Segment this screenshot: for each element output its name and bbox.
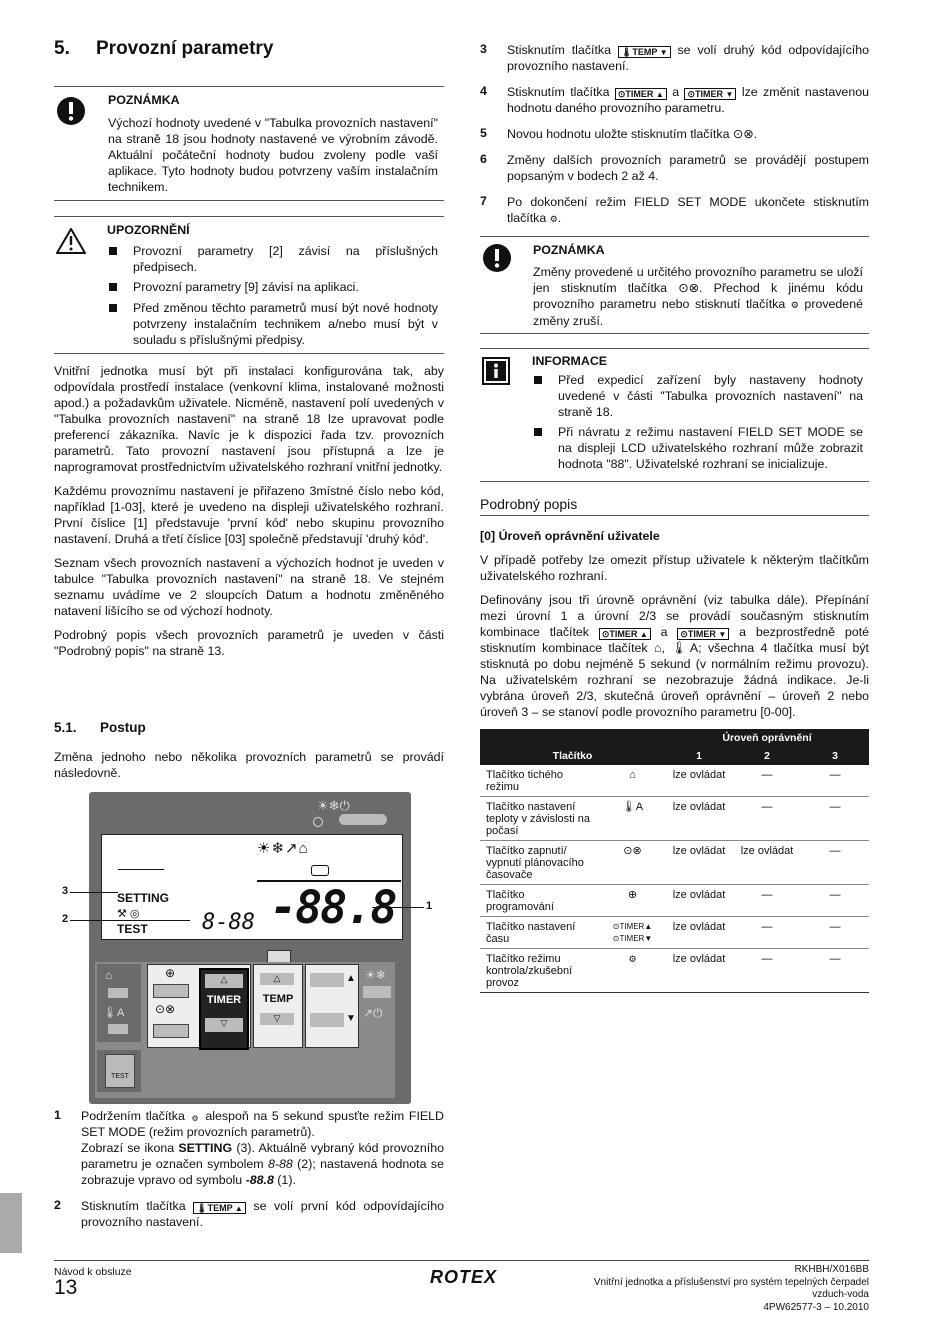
test-button-icon: ⚙ xyxy=(790,300,799,310)
step-text: -88.8 xyxy=(245,1173,274,1187)
note-title: POZNÁMKA xyxy=(533,243,605,257)
callout-1: 1 xyxy=(426,900,433,912)
temp-down-button-icon: 🌡TEMP ▼ xyxy=(618,46,671,58)
note-text: . Přechod k jinému kódu provozního parametru nebo stisknutí tlačítka xyxy=(533,281,863,311)
page-number: 13 xyxy=(54,1276,78,1299)
warning-title: UPOZORNĚNÍ xyxy=(107,223,190,237)
heater-icon xyxy=(311,865,329,876)
timer-down-button-icon: ⊙TIMER ▼ xyxy=(684,88,736,100)
table-cell: — xyxy=(733,949,801,993)
warning-exclamation-icon xyxy=(482,243,512,276)
table-header-row xyxy=(480,729,869,747)
paragraph-text: a bezprostředně poté stisknutím kombinace tlačítek xyxy=(480,625,869,655)
step-text: lze změnit nastavenou hodnotu daného provozního parametru. xyxy=(507,85,869,115)
step-text: Změny dalších provozních parametrů se provádějí postupem popsaným v bodech 2 až 4. xyxy=(507,153,869,183)
table-header: 3 xyxy=(801,747,869,765)
test-button-icon: ⚙ xyxy=(191,1114,199,1123)
table-row xyxy=(480,765,869,797)
step-text: (2); nastavená hodnota se zobrazuje vpravo od symbolu xyxy=(81,1157,444,1187)
weather-icon: 🌡A xyxy=(103,1007,125,1019)
table-cell: lze ovládat xyxy=(665,765,733,797)
step-item xyxy=(54,1198,444,1230)
step-text: Po dokončení režim FIELD SET MODE ukončete stisknutím tlačítka xyxy=(507,195,869,225)
step-text: (3). Aktuálně vybraný kód provozního parametru je označen symbolem xyxy=(81,1141,444,1171)
paragraph: Vnitřní jednotka musí být při instalaci konfigurována tak, aby odpovídala prostředí instalace (venkovní klima, instalované možnosti apod.) a požadavkům uživatele. Nicméně, nastavení polí uvedených v "Tabulka provozních nastavení" na straně 18 lze upravovat podle preferencí zákazníka. Navíc je k dispozici řada tzv. provozních parametrů. Tato provozní nastavení jsou přístupná a lze je naprogramovat prostřednictvím uživatelského rozhraní vnitřní jednotky. xyxy=(54,364,444,474)
step-text: (1). xyxy=(273,1173,296,1187)
table-cell: lze ovládat xyxy=(665,841,733,885)
program-icon: ⊕ xyxy=(600,885,665,917)
timer-up-button-icon: ⊙TIMER ▲ xyxy=(615,88,667,100)
step-number: 7 xyxy=(480,194,487,208)
paragraph: Podrobný popis všech provozních parametrů je uveden v části "Podrobný popis" na straně 13. xyxy=(54,628,444,658)
table-header: 2 xyxy=(733,747,801,765)
permission-table xyxy=(480,729,869,993)
mode-select-icon: ☀❄ xyxy=(365,968,386,982)
table-header xyxy=(480,729,600,747)
timer-group xyxy=(199,968,249,1050)
table-cell: — xyxy=(801,765,869,797)
temp-label: TEMP xyxy=(262,993,294,1005)
step-item xyxy=(480,194,869,227)
paragraph-text: ; všechna 4 tlačítka musí být stisknutá po dobu nejméně 5 sekund (v normálním režimu provozu). Na uživatelském rozhraní se nezobrazuje žádná indikace. Je-li vybrána úroveň 2/3, skutečná úroveň oprávnění – úroveň 2 nebo úroveň 3 – se stanoví podle provozního parametru [0-00]. xyxy=(480,641,870,719)
lcd-mode-icons: ☀❄↗⌂ xyxy=(257,840,309,857)
table-cell: lze ovládat xyxy=(665,917,733,949)
water-down-button[interactable] xyxy=(310,1013,344,1027)
section-number: 5. xyxy=(54,38,70,59)
paragraph: Každému provoznímu nastavení je přiřazeno 3místné číslo nebo kód, například [1-03], které je uvedeno na displeji uživatelského rozhraní. První číslice [1] představuje 'první kód' nebo skupinu provozního nastavení. Druhá a třetí číslice [03] společně představují 'druhý kód'. xyxy=(54,484,444,546)
step-text: Stisknutím tlačítka xyxy=(507,85,615,99)
program-button[interactable] xyxy=(153,984,189,998)
table-cell: lze ovládat xyxy=(733,841,801,885)
divider xyxy=(54,353,444,354)
step-text: alespoň na 5 sekund spusťte režim FIELD SET MODE (režim provozních parametrů). xyxy=(81,1109,444,1139)
divider xyxy=(480,236,869,237)
table-cell: lze ovládat xyxy=(665,885,733,917)
down-arrow-icon: ▼ xyxy=(346,1013,356,1024)
note-box xyxy=(108,93,438,195)
mode-icons: ☀❄⏻ xyxy=(317,798,350,813)
steps-left xyxy=(54,1108,444,1230)
timer-label: TIMER xyxy=(206,994,242,1006)
detail-subheading: [0] Úroveň oprávnění uživatele xyxy=(480,529,660,543)
detail-heading: Podrobný popis xyxy=(480,496,578,512)
timer-onoff-icon: ⊙⊗ xyxy=(678,281,699,295)
temp-up-button[interactable]: △ xyxy=(260,973,294,985)
subsection-number: 5.1. xyxy=(54,720,77,735)
lcd-setting-label: SETTING xyxy=(117,891,170,905)
table-row xyxy=(480,885,869,917)
footer-model: RKHBH/X016BB xyxy=(794,1264,869,1275)
paragraph-text: , xyxy=(661,641,672,655)
step-text: a xyxy=(666,85,685,99)
table-cell: Tlačítko programování xyxy=(480,885,600,917)
note-text: provedené změny zruší. xyxy=(533,297,863,328)
table-header: Úroveň oprávnění xyxy=(665,729,869,747)
subsection-heading xyxy=(54,720,146,735)
steps-right xyxy=(480,42,869,227)
weather-button[interactable] xyxy=(108,1024,128,1034)
divider xyxy=(54,86,444,87)
paragraph: Seznam všech provozních nastavení a výchozích hodnot je uveden v tabulce "Tabulka provozních nastavení" na straně 18. Ve stejném seznamu uvádíme ve 2 sloupcích Datum a hodnotu změněného natavení lišícího se od výchozí hodnoty. xyxy=(54,556,444,618)
divider xyxy=(480,333,869,334)
info-box xyxy=(532,354,863,472)
temp-up-button-icon: 🌡TEMP ▲ xyxy=(193,1202,246,1214)
quiet-icon: ⌂ xyxy=(105,968,113,982)
note-title: POZNÁMKA xyxy=(108,93,180,107)
weather-icon: 🌡A xyxy=(671,641,699,655)
paragraph-text: Definovány jsou tři úrovně oprávnění (viz tabulka dále). Přepínání mezi úrovní 1 a úrovní 2/3 se provádí současným stisknutím kombinace tlačítek xyxy=(480,593,869,639)
paragraph-text: a xyxy=(650,625,678,639)
step-text: Stisknutím tlačítka xyxy=(507,43,618,57)
step-text: Podržením tlačítka xyxy=(81,1109,190,1123)
table-cell: Tlačítko režimu kontrola/zkušební provoz xyxy=(480,949,600,993)
footer-description: Vnitřní jednotka a příslušenství pro systém tepelných čerpadel xyxy=(593,1276,869,1288)
divider xyxy=(54,200,444,201)
step-text: se volí první kód odpovídajícího provozního nastavení. xyxy=(81,1199,444,1229)
timer-onoff-icon: ⊙⊗ xyxy=(732,127,754,141)
lcd-test-label: TEST xyxy=(117,922,148,936)
step-item xyxy=(480,84,869,116)
callout-line xyxy=(70,920,190,921)
up-arrow-icon: ▲ xyxy=(346,973,356,984)
body-text xyxy=(54,363,444,659)
divider xyxy=(480,348,869,349)
table-cell: — xyxy=(801,797,869,841)
step-text: . xyxy=(753,127,758,141)
list-item: Při návratu z režimu nastavení FIELD SET MODE se na displeji LCD uživatelského rozhraní může zobrazit hodnota "88". Uživatelské rozhraní se inicializuje. xyxy=(532,424,863,472)
subsection-title: Postup xyxy=(100,720,146,735)
table-cell: lze ovládat xyxy=(665,949,733,993)
table-cell: — xyxy=(801,917,869,949)
step-number: 3 xyxy=(480,42,487,56)
timer-up-button[interactable]: △ xyxy=(205,974,243,988)
controller-illustration xyxy=(89,792,411,1104)
step-text: Zobrazí se ikona xyxy=(81,1141,179,1155)
info-icon xyxy=(482,357,510,388)
step-text: Stisknutím tlačítka xyxy=(81,1199,194,1213)
step-number: 4 xyxy=(480,84,487,98)
section-heading xyxy=(54,38,273,60)
list-item: Před expedicí zařízení byly nastaveny hodnoty uvedené v části "Tabulka provozních nastavení" na straně 18. xyxy=(532,372,863,420)
button-area xyxy=(95,962,395,1098)
paragraph: V případě potřeby lze omezit přístup uživatele k některým tlačítkům uživatelského rozhraní. xyxy=(480,553,869,583)
table-row xyxy=(480,949,869,993)
table-cell: Tlačítko nastavení teploty v závislosti na počasí xyxy=(480,797,600,841)
note-box xyxy=(533,243,863,329)
table-cell: — xyxy=(733,797,801,841)
water-temp-group xyxy=(305,964,359,1048)
footer-description: vzduch-voda xyxy=(812,1289,869,1300)
onoff-button[interactable] xyxy=(339,814,387,825)
timer-up-button-icon: ⊙TIMER ▲ xyxy=(599,628,651,640)
lcd-display xyxy=(101,834,403,940)
brand-logo: ROTEX xyxy=(430,1267,498,1287)
quiet-icon: ⌂ xyxy=(600,765,665,797)
test-button-icon: ⚙ xyxy=(549,214,558,224)
intro-text: Změna jednoho nebo několika provozních parametrů se provádí následovně. xyxy=(54,750,444,780)
status-led xyxy=(313,817,323,827)
note-text: Změny provedené u určitého provozního parametru se uloží jen stisknutím tlačítka xyxy=(533,265,863,295)
divider xyxy=(480,515,869,516)
step-number: 6 xyxy=(480,152,487,166)
callout-3: 3 xyxy=(62,885,69,897)
table-cell: — xyxy=(733,917,801,949)
warning-triangle-icon xyxy=(56,228,86,257)
table-cell: — xyxy=(801,885,869,917)
page-edge-tab xyxy=(0,1193,22,1253)
step-text: . xyxy=(557,211,562,225)
step-number: 5 xyxy=(480,126,487,140)
list-item: Provozní parametry [2] závisí na příslušných předpisech. xyxy=(107,243,438,275)
step-number: 1 xyxy=(54,1108,61,1122)
water-up-button[interactable] xyxy=(310,973,344,987)
quiet-button[interactable] xyxy=(108,988,128,998)
section-title: Provozní parametry xyxy=(96,38,274,59)
lcd-value: -88.8 xyxy=(270,881,396,934)
temp-down-button[interactable]: ▽ xyxy=(260,1013,294,1025)
weather-icon: 🌡A xyxy=(600,797,665,841)
table-cell: lze ovládat xyxy=(665,797,733,841)
divider xyxy=(480,481,869,482)
callout-line xyxy=(70,892,118,893)
test-button[interactable]: TEST xyxy=(105,1054,135,1088)
step-text: se volí druhý kód odpovídajícího provozního nastavení. xyxy=(507,43,869,73)
table-cell: — xyxy=(801,949,869,993)
callout-2: 2 xyxy=(62,913,69,925)
divider xyxy=(54,216,444,217)
wrench-eye-icon: ⚒ ◎ xyxy=(117,908,140,920)
callout-line xyxy=(372,907,424,908)
table-cell: Tlačítko nastavení času xyxy=(480,917,600,949)
mode-button[interactable] xyxy=(363,986,391,998)
step-text: Novou hodnotu uložte stisknutím tlačítka xyxy=(507,127,733,141)
footer-doc-name: Návod k obsluze xyxy=(54,1266,132,1278)
table-header xyxy=(600,729,665,747)
step-item xyxy=(480,42,869,74)
lcd-code: 8-88 xyxy=(202,910,255,935)
clock-onoff-icon: ⊙⊗ xyxy=(155,1002,176,1016)
program-icon: ⊕ xyxy=(165,966,176,980)
lcd-line xyxy=(118,869,164,870)
timer-buttons-icon: ⊙TIMER▲ ⊙TIMER▼ xyxy=(600,917,665,949)
table-row xyxy=(480,797,869,841)
table-cell: — xyxy=(733,885,801,917)
step-number: 2 xyxy=(54,1198,61,1212)
timer-onoff-icon: ⊙⊗ xyxy=(600,841,665,885)
test-group xyxy=(97,1050,141,1092)
paragraph xyxy=(480,592,869,720)
footer-info xyxy=(520,1264,869,1314)
step-item xyxy=(54,1108,444,1188)
info-title: INFORMACE xyxy=(532,354,608,368)
step-item xyxy=(480,126,869,142)
table-header: Tlačítko xyxy=(480,747,665,765)
table-cell: — xyxy=(801,841,869,885)
test-button-icon: ⚙ xyxy=(600,949,665,993)
list-item: Před změnou těchto parametrů musí být nové hodnoty potvrzeny instalačním technikem a/nebo musí být v souladu s příslušnými předpisy. xyxy=(107,300,438,348)
warning-box xyxy=(107,223,438,348)
dhw-onoff-icon: ↗⏻ xyxy=(363,1006,383,1020)
step-item xyxy=(480,152,869,184)
footer-code: 4PW62577-3 – 10.2010 xyxy=(763,1301,869,1313)
list-item: Provozní parametry [9] závisí na aplikaci. xyxy=(107,279,438,295)
timer-down-button[interactable]: ▽ xyxy=(205,1018,243,1032)
step-text: SETTING xyxy=(178,1141,233,1155)
table-header-row xyxy=(480,747,869,765)
temp-group xyxy=(253,964,303,1048)
note-text: Výchozí hodnoty uvedené v "Tabulka provozních nastavení" na straně 18 jsou hodnoty nastavené ve výrobním závodě. Aktuální počáteční hodnoty budou zvoleny podle vaší aplikace. Tyto hodnoty budou potvrzeny vaším instalačním technikem. xyxy=(108,116,438,194)
table-cell: Tlačítko tichého režimu xyxy=(480,765,600,797)
quiet-icon: ⌂ xyxy=(653,641,662,655)
step-text: 8-88 xyxy=(267,1157,293,1171)
table-cell: — xyxy=(733,765,801,797)
table-row xyxy=(480,841,869,885)
table-row xyxy=(480,917,869,949)
timer-down-button-icon: ⊙TIMER ▼ xyxy=(677,628,729,640)
timer-onoff-button[interactable] xyxy=(153,1024,189,1038)
warning-exclamation-icon xyxy=(56,96,86,129)
footer-divider xyxy=(54,1260,869,1261)
table-cell: Tlačítko zapnutí/ vypnutí plánovacího časovače xyxy=(480,841,600,885)
table-header: 1 xyxy=(665,747,733,765)
